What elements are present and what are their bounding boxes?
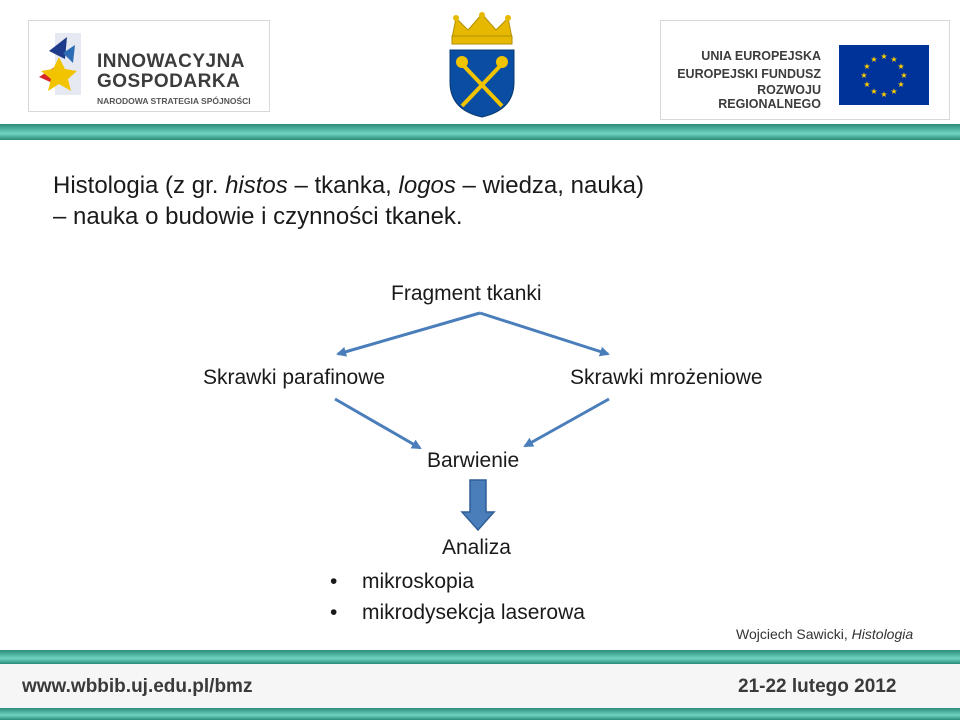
svg-text:★: ★ — [863, 80, 871, 89]
node-skrawki-mrozeniowe: Skrawki mrożeniowe — [570, 366, 763, 389]
svg-text:★: ★ — [900, 71, 908, 80]
bullet-text: mikroskopia — [362, 570, 475, 593]
bullet-item — [330, 570, 474, 594]
intro-line2: – nauka o budowie i czynności tkanek. — [53, 203, 463, 230]
ue-line2: EUROPEJSKI FUNDUSZ — [677, 67, 821, 81]
author-name: Wojciech Sawicki, — [736, 626, 852, 642]
footer-bottom-bar — [0, 708, 960, 720]
arrow-root-to-left — [338, 313, 480, 354]
bullet-item — [330, 601, 585, 625]
svg-text:★: ★ — [870, 87, 878, 96]
innowacyjna-line2: GOSPODARKA — [97, 71, 241, 92]
svg-text:★: ★ — [890, 55, 898, 64]
svg-text:★: ★ — [863, 62, 871, 71]
arrow-root-to-right — [480, 313, 608, 354]
footer-divider-bar — [0, 650, 960, 664]
intro-histos: histos — [225, 172, 288, 199]
node-analiza: Analiza — [442, 536, 511, 559]
footer-url: www.wbbib.uj.edu.pl/bmz — [22, 676, 253, 697]
intro-logos: logos — [398, 172, 456, 199]
intro-part2: – tkanka, — [287, 172, 399, 199]
node-skrawki-parafinowe: Skrawki parafinowe — [203, 366, 386, 389]
bullet-glyph: • — [330, 601, 338, 624]
arrow-stain-to-analysis — [462, 480, 494, 530]
intro-part3: – wiedza, nauka) — [455, 172, 644, 199]
svg-text:★: ★ — [870, 55, 878, 64]
bullet-text: mikrodysekcja laserowa — [362, 601, 585, 624]
innowacyjna-line3: NARODOWA STRATEGIA SPÓJNOŚCI — [97, 96, 251, 106]
node-barwienie: Barwienie — [427, 449, 520, 472]
svg-text:★: ★ — [890, 87, 898, 96]
svg-text:★: ★ — [860, 71, 868, 80]
innowacyjna-line1: INNOWACYJNA — [97, 51, 246, 72]
svg-text:★: ★ — [897, 80, 905, 89]
bullet-glyph: • — [330, 570, 338, 593]
svg-text:★: ★ — [880, 52, 888, 61]
svg-text:★: ★ — [897, 62, 905, 71]
ue-line3: ROZWOJU REGIONALNEGO — [718, 83, 821, 111]
footer-date: 21-22 lutego 2012 — [738, 676, 897, 697]
svg-text:★: ★ — [880, 90, 888, 99]
node-fragment-tkanki: Fragment tkanki — [391, 282, 542, 305]
author-credit — [736, 626, 913, 642]
arrow-right-to-stain — [525, 399, 609, 446]
arrow-left-to-stain — [335, 399, 420, 448]
ue-line1: UNIA EUROPEJSKA — [701, 49, 821, 63]
intro-part1: Histologia (z gr. — [53, 172, 226, 199]
author-work: Histologia — [851, 626, 914, 642]
